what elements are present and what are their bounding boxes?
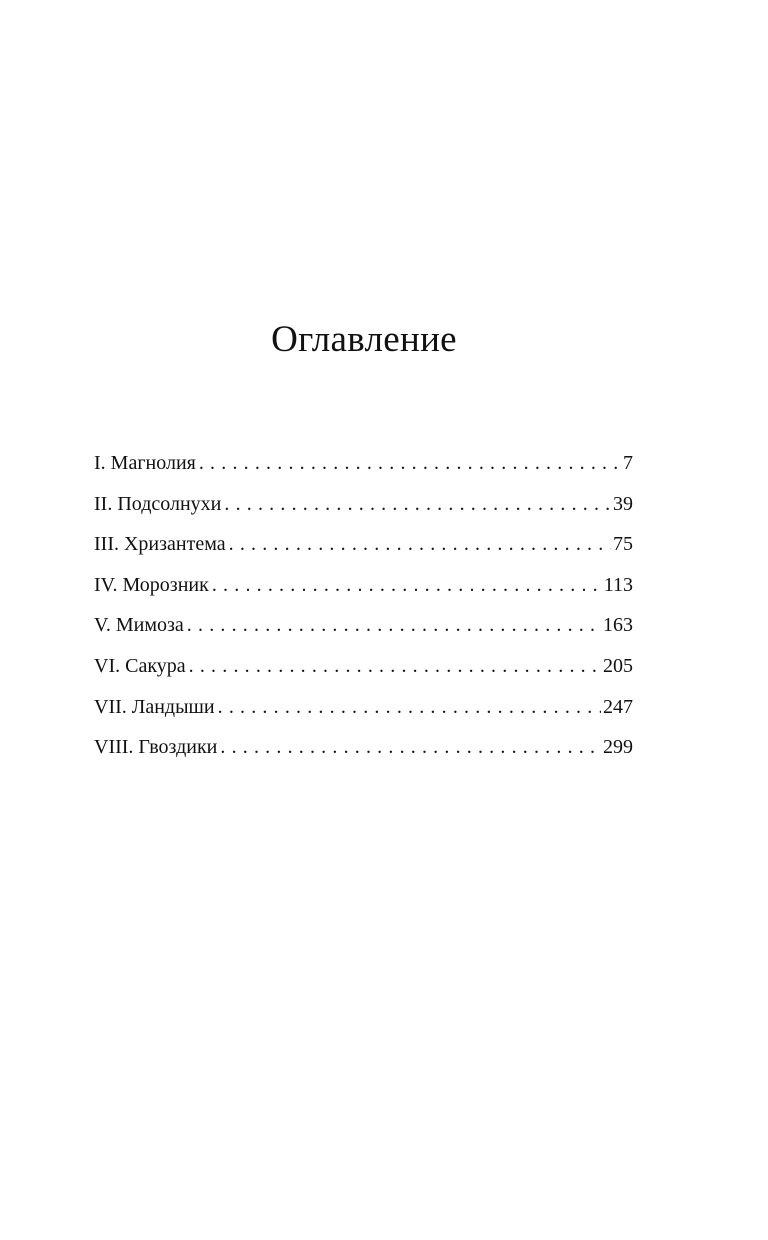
toc-entry-title: VII. Ландыши <box>94 695 215 718</box>
toc-entry[interactable] <box>94 646 633 687</box>
toc-entry-page: 7 <box>623 452 633 474</box>
toc-entry-title: VIII. Гвоздики <box>94 736 218 759</box>
dot-leader <box>199 443 621 484</box>
dot-leader <box>218 687 601 728</box>
toc-entry-title: II. Подсолнухи <box>94 492 222 515</box>
toc-entry[interactable] <box>94 443 633 484</box>
toc-entry[interactable] <box>94 727 633 768</box>
toc-entry-page: 163 <box>603 614 633 637</box>
toc-entry-title: I. Магнолия <box>94 452 196 474</box>
toc-entry-page: 247 <box>603 695 633 718</box>
table-of-contents <box>94 443 633 768</box>
page-title: Оглавление <box>271 319 457 360</box>
dot-leader <box>220 727 601 768</box>
toc-entry[interactable] <box>94 524 633 565</box>
dot-leader <box>224 484 611 525</box>
toc-entry-page: 39 <box>613 492 633 515</box>
toc-entry[interactable] <box>94 687 633 728</box>
toc-entry-title: V. Мимоза <box>94 614 184 637</box>
toc-entry[interactable] <box>94 484 633 525</box>
dot-leader <box>229 524 611 565</box>
toc-entry-title: IV. Морозник <box>94 573 209 596</box>
dot-leader <box>189 646 601 687</box>
toc-entry[interactable] <box>94 605 633 646</box>
toc-entry-page: 299 <box>603 736 633 759</box>
dot-leader <box>212 565 602 606</box>
toc-entry-title: III. Хризантема <box>94 533 226 556</box>
toc-entry-page: 113 <box>603 573 633 596</box>
toc-entry-page: 205 <box>603 654 633 677</box>
dot-leader <box>187 605 601 646</box>
toc-entry-page: 75 <box>613 533 633 556</box>
toc-entry-title: VI. Сакура <box>94 654 186 677</box>
toc-entry[interactable] <box>94 565 633 606</box>
